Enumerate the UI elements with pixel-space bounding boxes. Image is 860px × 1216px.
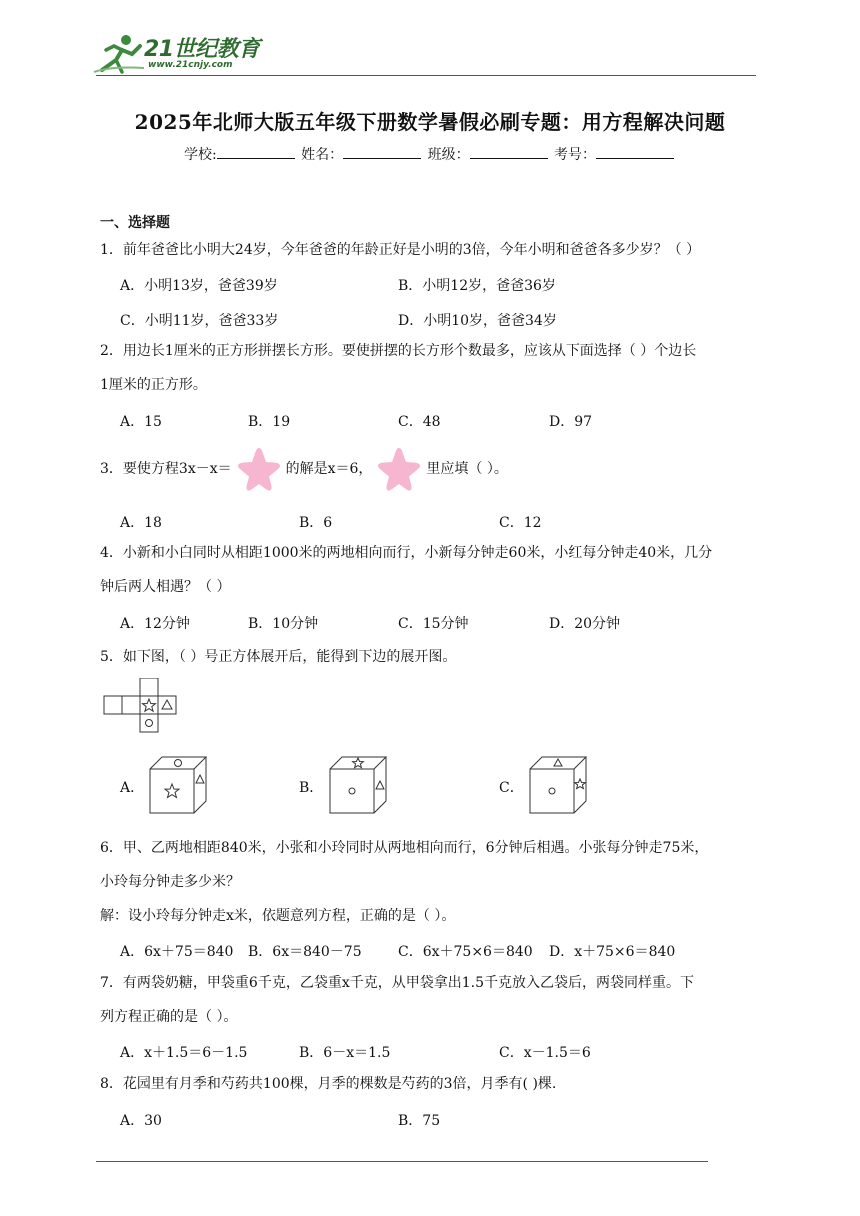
question-2-option-d: D．97 bbox=[549, 414, 593, 430]
name-label: 姓名： bbox=[301, 147, 344, 163]
question-7-stem-line1: 7．有两袋奶糖，甲袋重6千克，乙袋重x千克，从甲袋拿出1.5千克放入乙袋后，两袋同样重。下 bbox=[100, 975, 694, 991]
logo bbox=[92, 32, 262, 76]
question-3-option-c: C．12 bbox=[499, 515, 542, 531]
number-label: 考号： bbox=[554, 147, 597, 163]
number-blank bbox=[596, 144, 674, 159]
question-1-option-c: C．小明11岁，爸爸33岁 bbox=[120, 313, 279, 329]
question-4-option-a: A．12分钟 bbox=[120, 616, 190, 632]
star-icon bbox=[376, 446, 422, 492]
page-title: 2025年北师大版五年级下册数学暑假必刷专题：用方程解决问题 bbox=[134, 110, 726, 134]
question-7-option-a: A．x＋1.5＝6－1.5 bbox=[120, 1045, 248, 1061]
question-2-option-b: B．19 bbox=[248, 414, 291, 430]
question-7-option-b: B．6－x＝1.5 bbox=[299, 1045, 391, 1061]
cube-net-figure bbox=[102, 678, 188, 734]
question-2-stem-line1: 2．用边长1厘米的正方形拼摆长方形。要使拼摆的长方形个数最多，应该从下面选择（ ）个边长 bbox=[100, 343, 697, 359]
cube-c-figure bbox=[528, 755, 590, 817]
question-7-stem-line2: 列方程正确的是（ ）。 bbox=[100, 1009, 238, 1025]
question-4-option-c: C．15分钟 bbox=[398, 616, 469, 632]
logo-text: 21世纪教育 bbox=[144, 37, 260, 62]
question-5-stem: 5．如下图，（ ）号正方体展开后，能得到下边的展开图。 bbox=[100, 649, 457, 665]
runner-icon bbox=[92, 32, 148, 76]
header-divider bbox=[96, 75, 756, 76]
question-8-stem: 8．花园里有月季和芍药共100棵，月季的棵数是芍药的3倍，月季有( )棵. bbox=[100, 1076, 557, 1092]
cube-a-figure bbox=[148, 755, 210, 817]
question-4-stem-line2: 钟后两人相遇？（ ） bbox=[100, 579, 231, 595]
question-4-stem-line1: 4．小新和小白同时从相距1000米的两地相向而行，小新每分钟走60米，小红每分钟走40米，几分 bbox=[100, 545, 713, 561]
star-icon bbox=[236, 446, 282, 492]
name-blank bbox=[343, 144, 421, 159]
question-6-option-d: D．x＋75×6＝840 bbox=[549, 944, 676, 960]
question-3-stem-part2: 的解是x＝6， bbox=[285, 461, 373, 477]
student-info bbox=[0, 144, 860, 164]
question-1-option-d: D．小明10岁，爸爸34岁 bbox=[398, 313, 557, 329]
question-6-solution: 解：设小玲每分钟走x米，依题意列方程，正确的是（ ）。 bbox=[100, 908, 456, 924]
question-3-stem bbox=[100, 446, 765, 492]
question-6-stem-line1: 6．甲、乙两地相距840米，小张和小玲同时从两地相向而行，6分钟后相遇。小张每分钟走75米， bbox=[100, 840, 709, 856]
question-1-stem: 1．前年爸爸比小明大24岁，今年爸爸的年龄正好是小明的3倍，今年小明和爸爸各多少岁？（ ） bbox=[100, 242, 701, 258]
section-heading: 一、选择题 bbox=[100, 215, 170, 231]
question-5-option-c: C． bbox=[499, 780, 524, 796]
question-6-option-b: B．6x＝840－75 bbox=[248, 944, 362, 960]
question-1-option-a: A．小明13岁，爸爸39岁 bbox=[120, 278, 278, 294]
question-6-option-a: A．6x＋75＝840 bbox=[120, 944, 234, 960]
cube-b-figure bbox=[328, 755, 390, 817]
school-label: 学校: bbox=[183, 147, 217, 163]
question-3-option-b: B．6 bbox=[299, 515, 333, 531]
question-3-stem-part1: 3．要使方程3x－x＝ bbox=[100, 461, 232, 477]
question-4-option-b: B．10分钟 bbox=[248, 616, 319, 632]
class-label: 班级： bbox=[427, 147, 470, 163]
question-5-option-a: A． bbox=[120, 780, 145, 796]
question-1-option-b: B．小明12岁，爸爸36岁 bbox=[398, 278, 556, 294]
question-6-option-c: C．6x＋75×6＝840 bbox=[398, 944, 533, 960]
question-5-option-b: B． bbox=[299, 780, 324, 796]
question-3-stem-part3: 里应填（ ）。 bbox=[426, 461, 508, 477]
question-2-stem-line2: 1厘米的正方形。 bbox=[100, 377, 207, 393]
question-4-option-d: D．20分钟 bbox=[549, 616, 621, 632]
question-3-option-a: A．18 bbox=[120, 515, 162, 531]
question-6-stem-line2: 小玲每分钟走多少米？ bbox=[100, 874, 240, 890]
question-2-option-c: C．48 bbox=[398, 414, 441, 430]
class-blank bbox=[470, 144, 548, 159]
question-8-option-b: B．75 bbox=[398, 1113, 441, 1129]
logo-url: www.21cnjy.com bbox=[148, 60, 233, 70]
footer-divider bbox=[96, 1161, 708, 1162]
question-2-option-a: A．15 bbox=[120, 414, 162, 430]
school-blank bbox=[217, 144, 295, 159]
question-8-option-a: A．30 bbox=[120, 1113, 162, 1129]
question-7-option-c: C．x－1.5＝6 bbox=[499, 1045, 591, 1061]
